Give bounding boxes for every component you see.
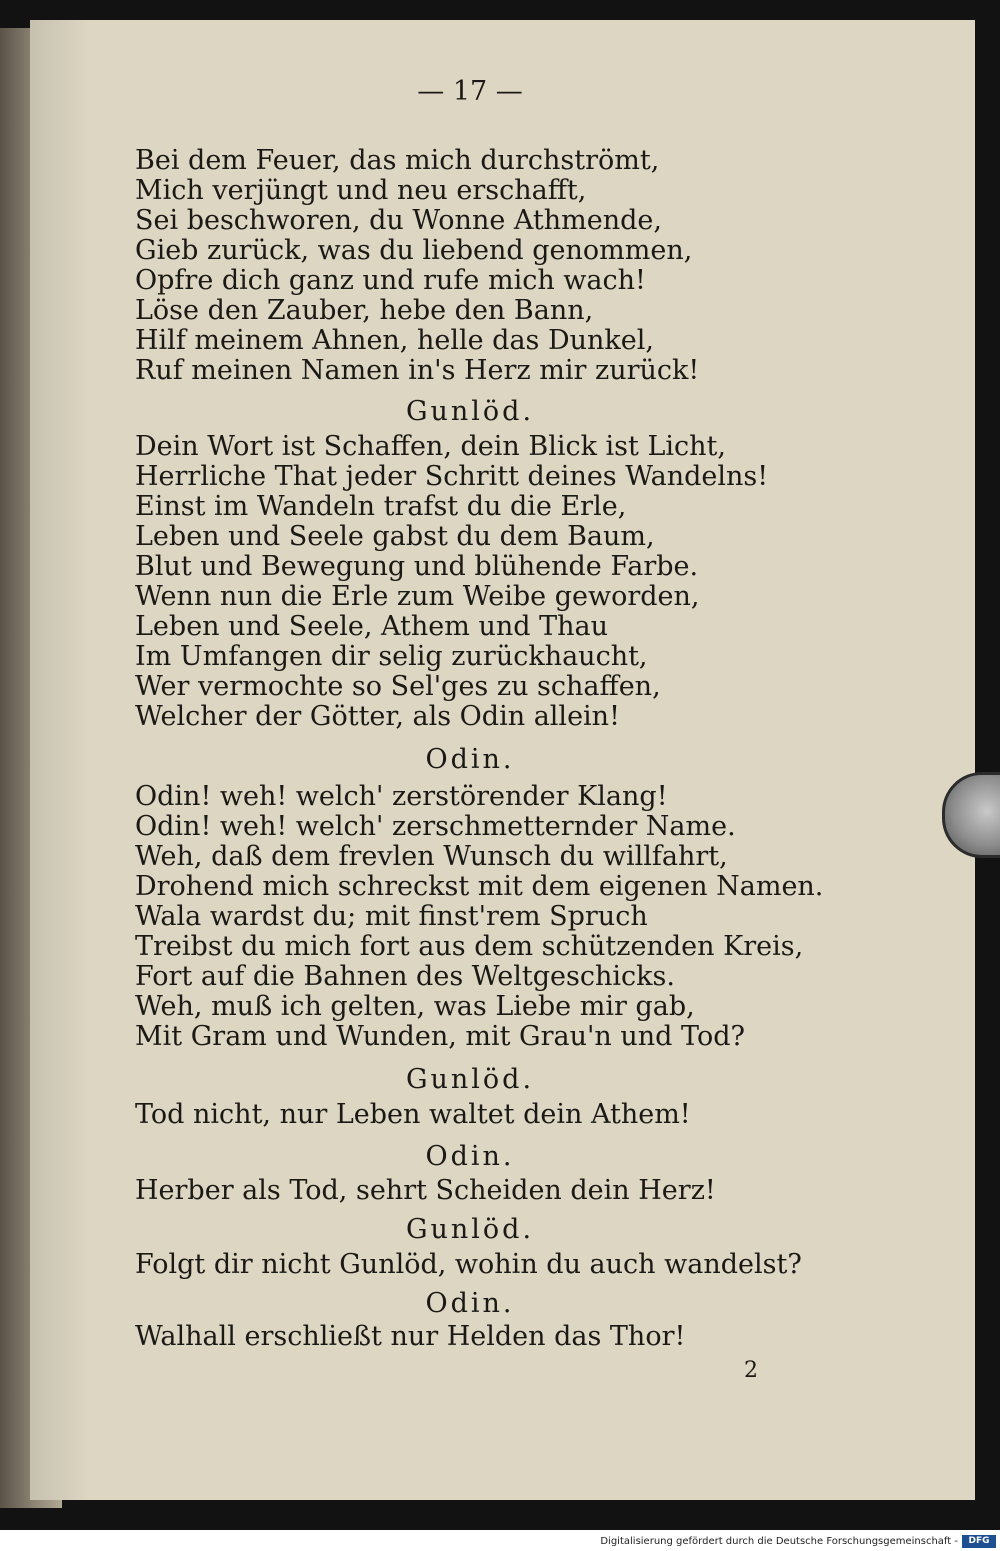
digitization-credit: Digitalisierung gefördert durch die Deutsche Forschungsgemeinschaft - bbox=[600, 1536, 958, 1547]
verse-line: Löse den Zauber, hebe den Bann, bbox=[135, 295, 594, 326]
speaker-heading: Gunlöd. bbox=[405, 396, 535, 427]
speaker-heading: Gunlöd. bbox=[405, 1064, 535, 1095]
verse-line: Hilf meinem Ahnen, helle das Dunkel, bbox=[135, 325, 654, 356]
page-number: — 17 — bbox=[417, 76, 523, 107]
verse-line: Wenn nun die Erle zum Weibe geworden, bbox=[135, 581, 700, 612]
verse-line: Welcher der Götter, als Odin allein! bbox=[135, 701, 620, 732]
verse-line: Leben und Seele gabst du dem Baum, bbox=[135, 521, 655, 552]
verse-line: Odin! weh! welch' zerschmetternder Name. bbox=[135, 811, 736, 842]
verse-line: Einst im Wandeln trafst du die Erle, bbox=[135, 491, 627, 522]
verse-line: Tod nicht, nur Leben waltet dein Athem! bbox=[135, 1099, 691, 1130]
speaker-heading: Gunlöd. bbox=[405, 1214, 535, 1245]
verse-line: Weh, daß dem frevlen Wunsch du willfahrt, bbox=[135, 841, 728, 872]
verse-line: Opfre dich ganz und rufe mich wach! bbox=[135, 265, 646, 296]
signature-mark: 2 bbox=[744, 1358, 758, 1383]
verse-line: Blut und Bewegung und blühende Farbe. bbox=[135, 551, 699, 582]
verse-line: Bei dem Feuer, das mich durchströmt, bbox=[135, 145, 660, 176]
verse-line: Wala wardst du; mit finst'rem Spruch bbox=[135, 901, 648, 932]
verse-line: Mich verjüngt und neu erschafft, bbox=[135, 175, 587, 206]
verse-line: Drohend mich schreckst mit dem eigenen Namen. bbox=[135, 871, 824, 902]
speaker-heading: Odin. bbox=[425, 1288, 515, 1319]
verse-line: Dein Wort ist Schaffen, dein Blick ist Licht, bbox=[135, 431, 726, 462]
verse-line: Wer vermochte so Sel'ges zu schaffen, bbox=[135, 671, 661, 702]
verse-line: Gieb zurück, was du liebend genommen, bbox=[135, 235, 693, 266]
verse-line: Fort auf die Bahnen des Weltgeschicks. bbox=[135, 961, 675, 992]
verse-line: Ruf meinen Namen in's Herz mir zurück! bbox=[135, 355, 700, 386]
dfg-logo: DFG bbox=[962, 1535, 996, 1548]
verse-line: Folgt dir nicht Gunlöd, wohin du auch wandelst? bbox=[135, 1249, 802, 1280]
verse-line: Sei beschworen, du Wonne Athmende, bbox=[135, 205, 662, 236]
verse-line: Odin! weh! welch' zerstörender Klang! bbox=[135, 781, 668, 812]
verse-line: Herrliche That jeder Schritt deines Wandelns! bbox=[135, 461, 769, 492]
speaker-heading: Odin. bbox=[425, 1141, 515, 1172]
verse-line: Treibst du mich fort aus dem schützenden Kreis, bbox=[135, 931, 804, 962]
verse-line: Im Umfangen dir selig zurückhaucht, bbox=[135, 641, 648, 672]
verse-line: Mit Gram und Wunden, mit Grau'n und Tod? bbox=[135, 1021, 745, 1052]
verse-line: Herber als Tod, sehrt Scheiden dein Herz! bbox=[135, 1175, 716, 1206]
verse-line: Leben und Seele, Athem und Thau bbox=[135, 611, 608, 642]
verse-line: Walhall erschließt nur Helden das Thor! bbox=[135, 1321, 686, 1352]
speaker-heading: Odin. bbox=[425, 744, 515, 775]
verse-line: Weh, muß ich gelten, was Liebe mir gab, bbox=[135, 991, 695, 1022]
